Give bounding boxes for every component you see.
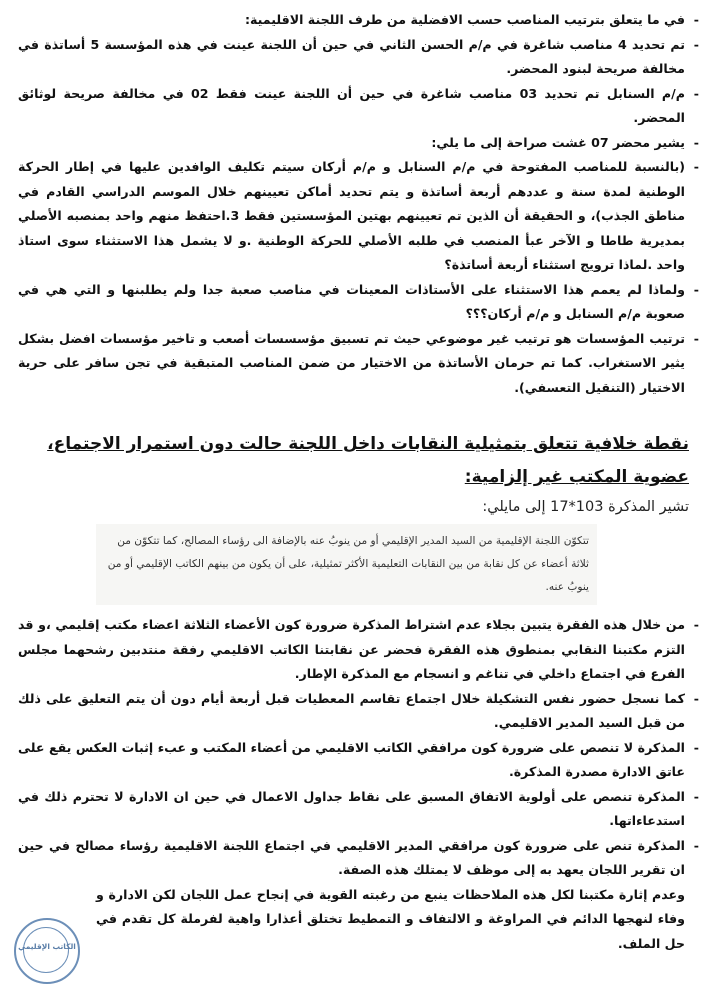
list-item xyxy=(0,613,707,687)
bullet-dash: - xyxy=(693,330,699,346)
bullet-text: م/م السنابل تم تحديد 03 مناصب شاغرة في حين أن اللجنة عينت فقط 02 في مخالفة صريحة لوثائق المحضر. xyxy=(18,85,685,125)
bullet-text: تم تحديد 4 مناصب شاغرة في م/م الحسن الثاني في حين أن اللجنة عينت في هذه المؤسسة 5 أساتذة في مخالفة صريحة لبنود المحضر. xyxy=(18,36,686,76)
stamp-seal xyxy=(14,918,80,984)
memo-quote-excerpt: تتكوّن اللجنة الإقليمية من السيد المدير الإقليمي أو من ينوبُ عنه بالإضافة الى رؤساء المصالح، كما تتكوّن من ثلاثة أعضاء عن كل نقابة من بين النقابات التعليمية الأكثر تمثيلية، على أن يكون من بينهم الكاتب الإقليمي أو من ينوبُ عنه. xyxy=(96,524,597,605)
bullet-text: كما نسجل حضور نفس التشكيلة خلال اجتماع تقاسم المعطيات قبل أربعة أيام دون أن يتم التعليق على ذلك من قبل السيد المدير الاقليمي. xyxy=(18,690,685,730)
bullet-text: ولماذا لم يعمم هذا الاستثناء على الأستاذات المعينات في مناصب صعبة جدا ولم يطلبنها و التي هي في صعوبة م/م السنابل و م/م أركان؟؟؟ xyxy=(18,281,685,321)
bullet-text: من خلال هذه الفقرة يتبين بجلاء عدم اشتراط المذكرة ضرورة كون الأعضاء الثلاثة اعضاء مكتب إقليمي ،و قد التزم مكتبنا النقابي بمنطوق هذه الفقرة فحضر عن نقابتنا الكاتب الاقليمي رفقة منتدبين رشحهما مجلس الفرع في اجتماع داخلي في تناغم و انسجام مع المذكرة الإطار. xyxy=(18,617,685,681)
bullet-dash: - xyxy=(693,690,699,706)
top-bullet-list xyxy=(0,8,707,400)
bullet-dash: - xyxy=(693,159,699,174)
list-item xyxy=(0,327,707,401)
list-item xyxy=(0,834,707,883)
bullet-text: المذكرة لا تنصص على ضرورة كون مرافقي الكاتب الاقليمي من أعضاء المكتب و عبء إثبات العكس يقع على عاتق الادارة مصدرة المذكرة. xyxy=(18,739,685,779)
bullet-dash: - xyxy=(693,837,699,853)
list-item xyxy=(0,33,707,82)
list-item xyxy=(0,8,707,33)
bullet-text: المذكرة تنص على ضرورة كون مرافقي المدير الاقليمي في اجتماع اللجنة الاقليمية رؤساء مصالح في حين ان تقرير اللجان يعهد به إلى موظف لا يمتلك هذه الصفة. xyxy=(18,837,685,877)
memo-reference: تشير المذكرة 103*17 إلى مايلي: xyxy=(482,499,689,515)
bullet-text: (بالنسبة للمناصب المفتوحة في م/م السنابل و م/م أركان سيتم تكليف الوافدين عليها في إطار الحركة الوطنية لمدة سنة و عددهم أربعة أساتذة و يتم تحديد أماكن تعيينهم خلال الموسم الدراسي القادم في مناطق الجذب)، و الحقيقة أن الذين تم تعيينهم بهتين المؤسستين فقط 3.احتفظ منهم واحد بمنصبه الأصلي بمديرية طاطا و الآخر عبأ المنصب في طلبه الأصلي للحركة الوطنية .و لا يشمل هذا الاستثناء سوى استاذ واحد .لماذا ترويج استثناء أربعة أساتذة؟ xyxy=(18,159,685,272)
stamp-label: الكاتب الإقليمي xyxy=(18,942,76,951)
list-item xyxy=(0,785,707,834)
bullet-dash: - xyxy=(693,788,699,804)
list-item xyxy=(0,278,707,327)
bullet-dash: - xyxy=(693,12,699,27)
bullet-text: المذكرة تنصص على أولوية الاتفاق المسبق على نقاط جداول الاعمال في حين ان الادارة لا تحترم ذلك في استدعاءاتها. xyxy=(18,788,685,828)
list-item xyxy=(0,82,707,131)
list-item xyxy=(0,736,707,785)
bullet-dash: - xyxy=(693,281,699,297)
bullet-dash: - xyxy=(693,617,699,632)
bullet-dash: - xyxy=(693,739,699,755)
closing-paragraph xyxy=(0,883,707,957)
bullet-text: في ما يتعلق بترتيب المناصب حسب الافضلية من طرف اللجنة الاقليمية: xyxy=(244,12,685,27)
bullet-text: ترتيب المؤسسات هو ترتيب غير موضوعي حيث تم تسبيق مؤسسسات أصعب و تاخير مؤسسات افضل بشكل يثير الاستغراب. كما تم حرمان الأساتذة من الاختيار من ضمن المناصب المتبقية في تجن سافر على حرية الاختيار (التنقيل التعسفي). xyxy=(18,330,685,395)
bullet-dash: - xyxy=(693,36,699,52)
bullet-text: يشير محضر 07 غشت صراحة إلى ما يلي: xyxy=(431,134,685,150)
section-heading: نقطة خلافية تتعلق بتمثيلية النقابات داخل اللجنة حالت دون استمرار الاجتماع، عضوية المكتب غير إلزامية: xyxy=(47,434,689,487)
list-item xyxy=(0,155,707,278)
closing-text: وعدم إثارة مكتبنا لكل هذه الملاحظات ينبع من رغبته القوية في إنجاح عمل اللجان لكن الادارة و وفاء لنهجها الدائم في المراوغة و الالتفاف و التمطيط تختلق أعذارا واهية لفرملة كل تقدم في حل الملف. xyxy=(96,886,685,951)
list-item xyxy=(0,687,707,736)
bullet-dash: - xyxy=(693,134,699,150)
list-item xyxy=(0,131,707,156)
bottom-bullet-list xyxy=(0,613,707,883)
bullet-dash: - xyxy=(693,85,699,101)
